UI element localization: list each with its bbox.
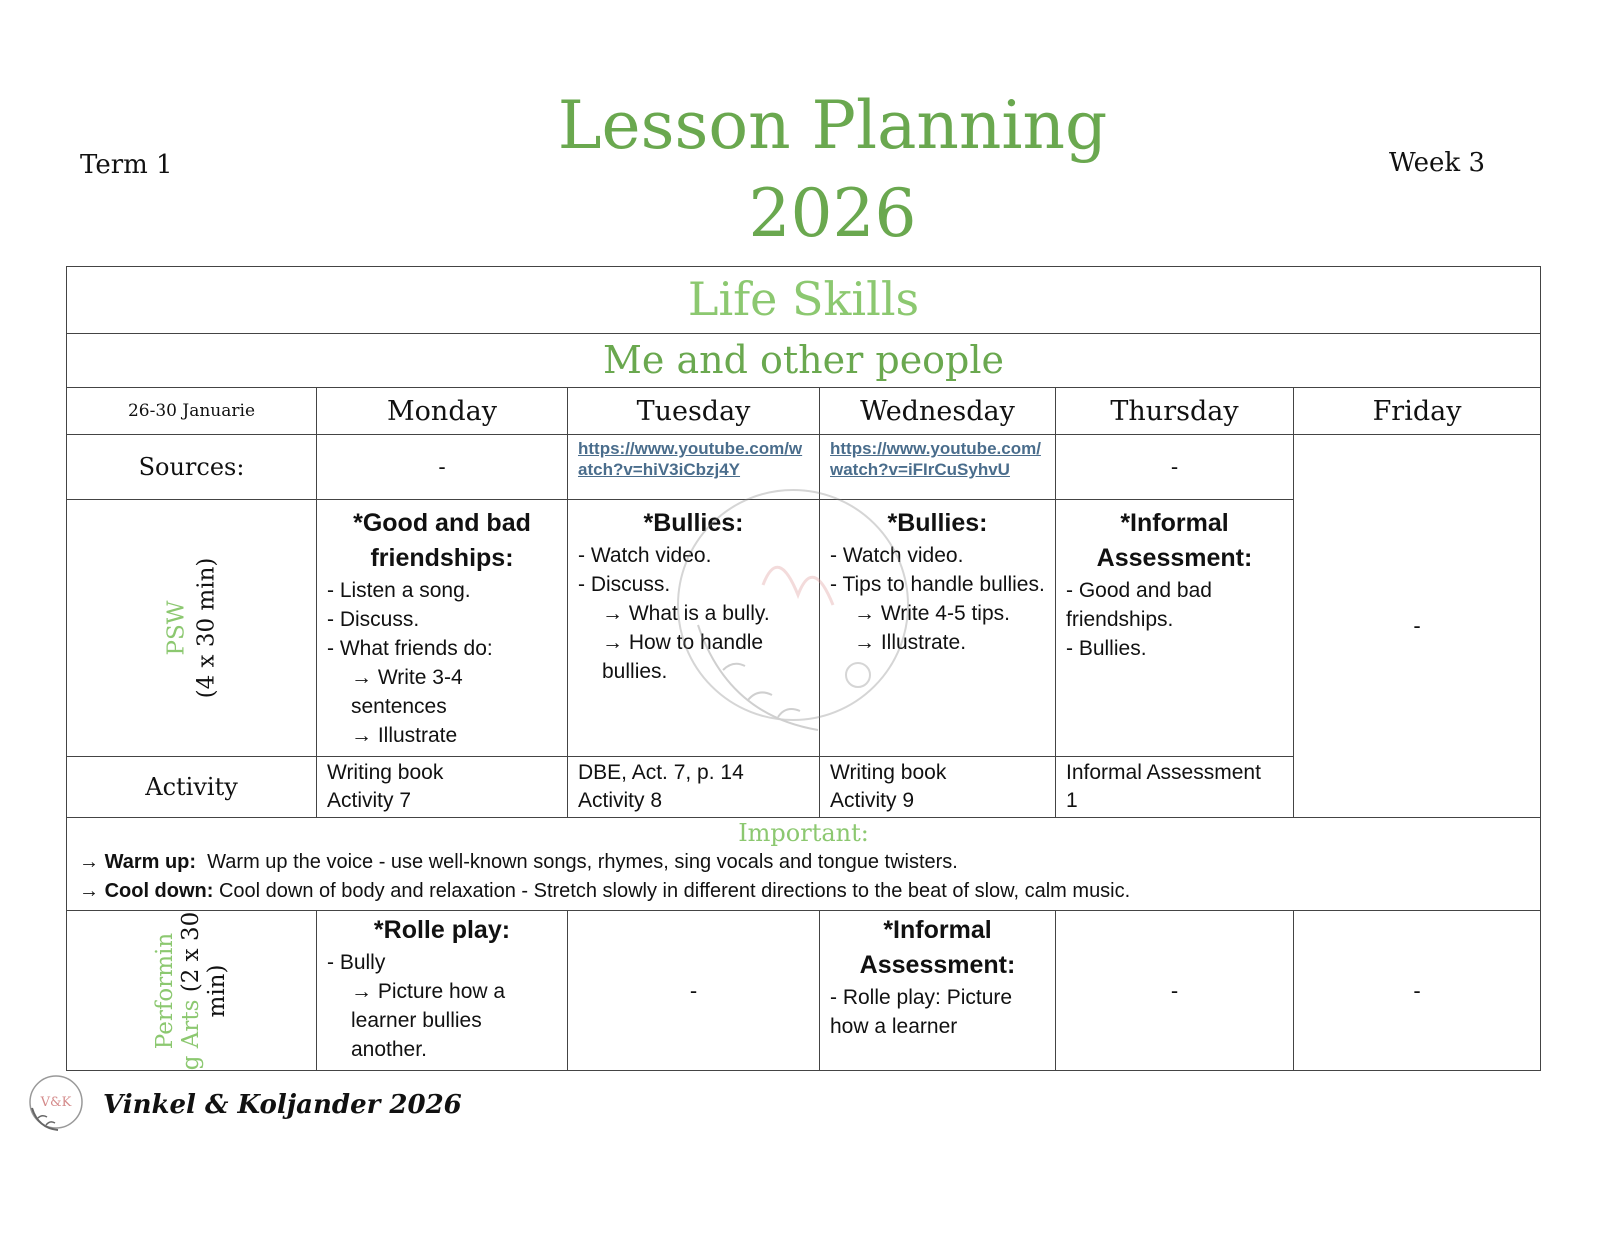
performing-arts-row <box>67 911 1541 1071</box>
psw-label <box>67 500 317 757</box>
list-subitem: → Picture how a learner bullies another. <box>351 980 506 1061</box>
important-row <box>67 818 1541 911</box>
sources-thursday: - <box>1056 435 1294 500</box>
pa-friday: - <box>1294 911 1541 1071</box>
lesson-plan-table <box>66 266 1541 1071</box>
pa-label-line4: min) <box>204 964 231 1017</box>
pa-thursday: - <box>1056 911 1294 1071</box>
list-item: - Discuss. <box>578 573 671 596</box>
list-subitem: → What is a bully. <box>602 602 770 625</box>
sources-label: Sources: <box>67 435 317 500</box>
logo-wreath-icon <box>24 1070 88 1134</box>
day-monday: Monday <box>317 388 568 435</box>
pa-monday-heading: *Rolle play: <box>373 916 511 944</box>
list-item: - Watch video. <box>578 544 712 567</box>
psw-thursday <box>1056 500 1294 757</box>
warm-up-note: → Warm up: Warm up the voice - use well-known songs, rhymes, sing vocals and tongue twisters. <box>79 851 958 873</box>
activity-wednesday <box>820 757 1056 818</box>
list-subitem: → Write 4-5 tips. <box>854 602 1010 625</box>
cool-down-note: → Cool down: Cool down of body and relaxation - Stretch slowly in different directions to the beat of slow, calm music. <box>79 880 1131 902</box>
psw-wednesday-heading: *Bullies: <box>887 509 988 537</box>
term-label: Term 1 <box>80 150 173 180</box>
activity-line: 1 <box>1066 789 1078 812</box>
performing-arts-label <box>67 911 317 1071</box>
list-item: - Bully <box>327 951 386 974</box>
warm-up-label: Warm up: <box>104 851 197 873</box>
important-notes <box>67 818 1541 911</box>
page-title-line1: Lesson Planning <box>557 87 1108 164</box>
day-header-row <box>67 388 1541 435</box>
page-title-line2: 2026 <box>748 175 917 252</box>
warm-up-text: Warm up the voice - use well-known songs, rhymes, sing vocals and tongue twisters. <box>207 851 958 873</box>
activity-tuesday <box>568 757 820 818</box>
activity-line: DBE, Act. 7, p. 14 <box>578 761 744 784</box>
psw-tuesday-heading: *Bullies: <box>643 509 744 537</box>
activity-line: Activity 8 <box>578 789 663 812</box>
list-item: - Bullies. <box>1066 637 1147 660</box>
list-item: - Good and bad friendships. <box>1066 579 1212 631</box>
activity-line: Writing book <box>327 761 444 784</box>
sources-monday: - <box>317 435 568 500</box>
pa-label-line1: Performin <box>152 932 179 1049</box>
activity-line: Activity 9 <box>830 789 915 812</box>
footer-text: Vinkel & Koljander 2026 <box>103 1090 462 1120</box>
list-item: - Watch video. <box>830 544 964 567</box>
activity-line: Writing book <box>830 761 947 784</box>
date-range: 26-30 Januarie <box>67 388 317 435</box>
cool-down-label: Cool down: <box>104 880 214 902</box>
list-subitem: → How to handle bullies. <box>602 631 764 683</box>
list-item: - Tips to handle bullies. <box>830 573 1045 596</box>
wednesday-video-link[interactable]: https://www.youtube.com/watch?v=iFIrCuSyhvU <box>830 439 1041 479</box>
sources-wednesday <box>820 435 1056 500</box>
day-tuesday: Tuesday <box>568 388 820 435</box>
list-subitem: → Illustrate. <box>854 631 967 654</box>
pa-monday <box>317 911 568 1071</box>
list-item: - What friends do: <box>327 637 493 660</box>
list-item: - Rolle play: Picture how a learner <box>830 986 1013 1038</box>
psw-friday: - <box>1294 435 1541 818</box>
list-subitem: → Illustrate <box>351 724 458 747</box>
psw-thursday-heading: *Informal Assessment: <box>1096 509 1253 572</box>
day-thursday: Thursday <box>1056 388 1294 435</box>
activity-monday <box>317 757 568 818</box>
page-title <box>0 82 1600 258</box>
psw-monday <box>317 500 568 757</box>
pa-label-line2: g Arts <box>178 999 205 1070</box>
theme-title: Me and other people <box>67 334 1541 388</box>
activity-thursday <box>1056 757 1294 818</box>
cool-down-text: Cool down of body and relaxation - Stretch slowly in different directions to the beat of slow, calm music. <box>218 880 1131 902</box>
pa-tuesday: - <box>568 911 820 1071</box>
list-item: - Discuss. <box>327 608 420 631</box>
sources-tuesday <box>568 435 820 500</box>
list-item: - Listen a song. <box>327 579 471 602</box>
psw-label-name: PSW <box>163 600 190 656</box>
activity-line: Activity 7 <box>327 789 412 812</box>
psw-monday-heading: *Good and bad friendships: <box>353 509 531 572</box>
subject-title: Life Skills <box>67 267 1541 334</box>
important-title: Important: <box>738 819 869 847</box>
tuesday-video-link[interactable]: https://www.youtube.com/watch?v=hiV3iCbzj4Y <box>578 439 803 479</box>
sources-row <box>67 435 1541 500</box>
week-label: Week 3 <box>1389 148 1485 178</box>
activity-label: Activity <box>67 757 317 818</box>
pa-wednesday-heading: *Informal Assessment: <box>859 916 1016 979</box>
logo-initials: V&K <box>40 1095 72 1110</box>
psw-tuesday <box>568 500 820 757</box>
list-subitem: → Write 3-4 sentences <box>351 666 463 718</box>
activity-line: Informal Assessment <box>1066 761 1261 784</box>
day-friday: Friday <box>1294 388 1541 435</box>
pa-wednesday <box>820 911 1056 1071</box>
pa-label-line3: (2 x 30 <box>178 911 205 992</box>
day-wednesday: Wednesday <box>820 388 1056 435</box>
psw-label-duration: (4 x 30 min) <box>193 557 220 699</box>
psw-wednesday <box>820 500 1056 757</box>
